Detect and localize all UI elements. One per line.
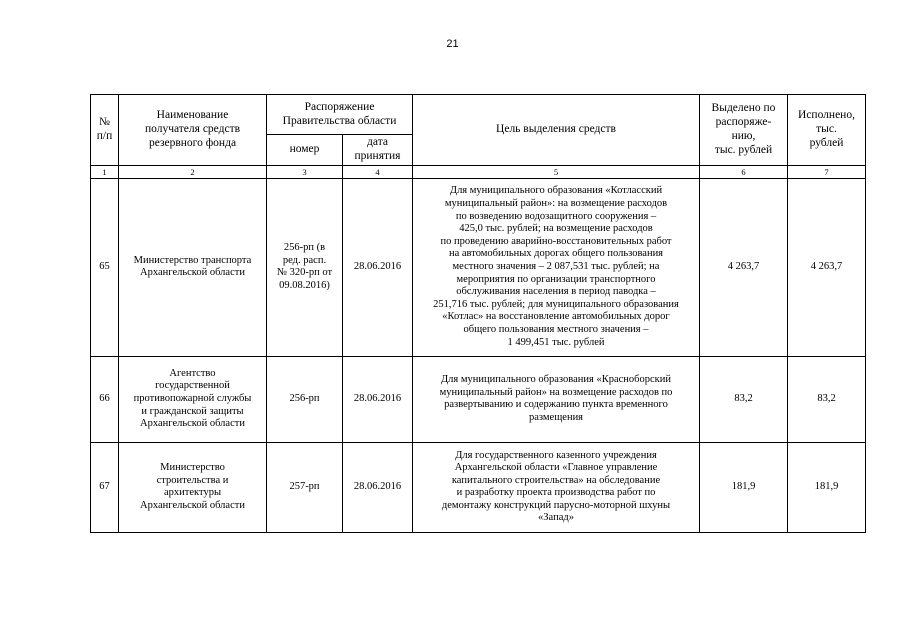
index-cell: 6 bbox=[700, 165, 788, 178]
index-cell: 5 bbox=[413, 165, 700, 178]
row-purpose: Для государственного казенного учреждения Архангельской области «Главное управление капитального строительства» на обследование и разработку проекта производства работ по демонтажу конструкций парусно-моторной шхуны «Запад» bbox=[413, 442, 700, 532]
reserve-fund-table bbox=[90, 94, 866, 533]
header-order-number: номер bbox=[267, 135, 343, 166]
table-row bbox=[91, 442, 866, 532]
header-order-date: дата принятия bbox=[343, 135, 413, 166]
row-allocated: 4 263,7 bbox=[700, 178, 788, 356]
header-order-group: Распоряжение Правительства области bbox=[267, 95, 413, 135]
index-cell: 3 bbox=[267, 165, 343, 178]
row-purpose: Для муниципального образования «Красноборский муниципальный район» на возмещение расходов по развертыванию и содержанию пункта временного размещения bbox=[413, 356, 700, 442]
row-num: 66 bbox=[91, 356, 119, 442]
row-order-number: 256-рп bbox=[267, 356, 343, 442]
row-order-number: 257-рп bbox=[267, 442, 343, 532]
row-allocated: 181,9 bbox=[700, 442, 788, 532]
index-row bbox=[91, 165, 866, 178]
index-cell: 7 bbox=[788, 165, 866, 178]
index-cell: 2 bbox=[119, 165, 267, 178]
table-row bbox=[91, 356, 866, 442]
row-num: 67 bbox=[91, 442, 119, 532]
page-number: 21 bbox=[446, 38, 459, 50]
row-recipient: Министерство транспорта Архангельской области bbox=[119, 178, 267, 356]
row-order-date: 28.06.2016 bbox=[343, 442, 413, 532]
table-row bbox=[91, 178, 866, 356]
row-num: 65 bbox=[91, 178, 119, 356]
row-order-date: 28.06.2016 bbox=[343, 356, 413, 442]
header-row bbox=[91, 95, 866, 135]
index-cell: 4 bbox=[343, 165, 413, 178]
header-purpose: Цель выделения средств bbox=[413, 95, 700, 166]
header-allocated: Выделено по распоряже- нию, тыс. рублей bbox=[700, 95, 788, 166]
row-recipient: Министерство строительства и архитектуры Архангельской области bbox=[119, 442, 267, 532]
row-executed: 83,2 bbox=[788, 356, 866, 442]
header-num: № п/п bbox=[91, 95, 119, 166]
row-order-number: 256-рп (в ред. расп. № 320-рп от 09.08.2016) bbox=[267, 178, 343, 356]
row-purpose: Для муниципального образования «Котласский муниципальный район»: на возмещение расходов по возведению водозащитного сооружения – 425,0 тыс. рублей; на возмещение расходов по проведению аварийно-восстановительных работ на автомобильных дорогах общего пользования местного значения – 2 087,531 тыс. рублей; на мероприятия по организации транспортного обслуживания населения в период паводка – 251,716 тыс. рублей; для муниципального образования «Котлас» на восстановление автомобильных дорог общего пользования местного значения – 1 499,451 тыс. рублей bbox=[413, 178, 700, 356]
row-order-date: 28.06.2016 bbox=[343, 178, 413, 356]
header-recipient: Наименование получателя средств резервного фонда bbox=[119, 95, 267, 166]
header-executed: Исполнено, тыс. рублей bbox=[788, 95, 866, 166]
row-executed: 4 263,7 bbox=[788, 178, 866, 356]
row-executed: 181,9 bbox=[788, 442, 866, 532]
index-cell: 1 bbox=[91, 165, 119, 178]
row-recipient: Агентство государственной противопожарной службы и гражданской защиты Архангельской области bbox=[119, 356, 267, 442]
row-allocated: 83,2 bbox=[700, 356, 788, 442]
